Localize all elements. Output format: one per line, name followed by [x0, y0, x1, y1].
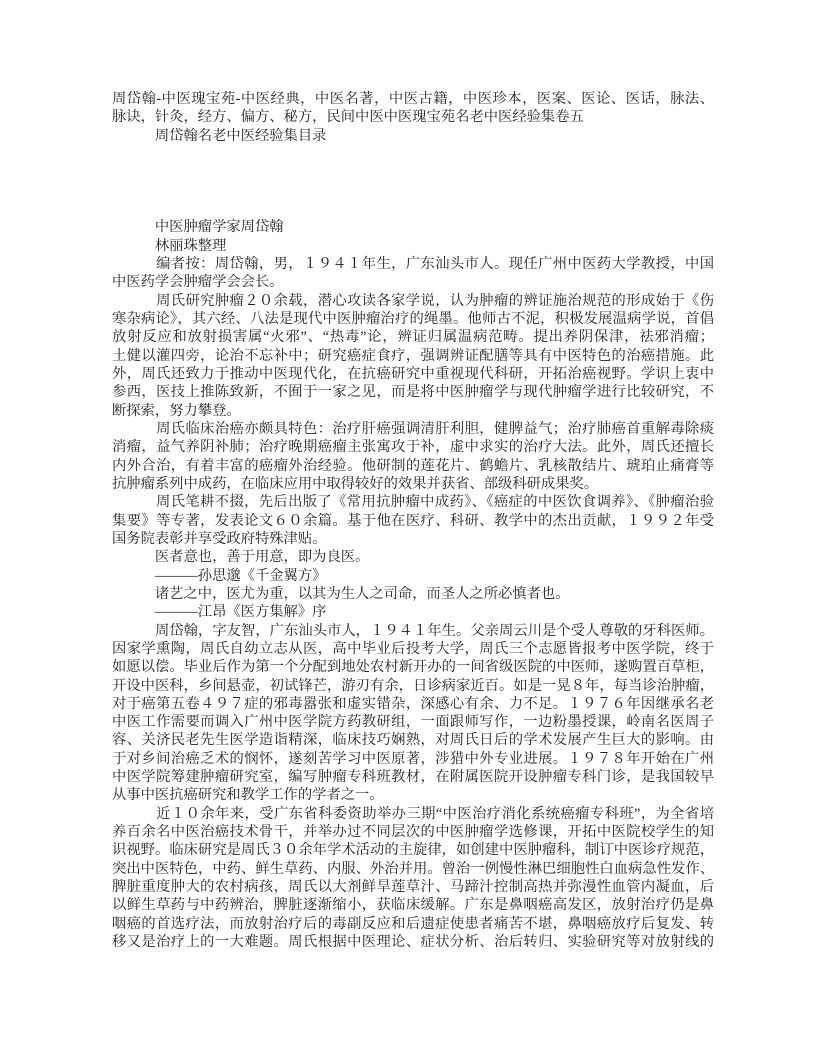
text-line: 寒杂病论》，其六经、八法是现代中医肿瘤治疗的绳墨。他师古不泥，积极发展温病学说，首倡	[112, 310, 714, 327]
text-line: 内外合治，有着丰富的癌瘤外治经验。他研制的莲花片、鹤蟾片、乳核散结片、琥珀止痛膏等	[112, 457, 714, 474]
text-line: 移又是治疗上的一大难题。周氏根据中医理论、症状分析、治后转归、实验研究等对放射线的	[112, 934, 714, 951]
text-line: 如愿以偿。毕业后作为第一个分配到地处农村新开办的一间省级医院的中医师，遂购置百草柜，	[112, 659, 714, 676]
text-line: 参西，医技上推陈致新，不囿于一家之见，而是将中医肿瘤学与现代肿瘤学进行比较研究，不	[112, 384, 714, 401]
text-line: 集要》等专著，发表论文６０余篇。基于他在医疗、科研、教学中的杰出贡献，１９９２年受	[112, 512, 714, 529]
text-line: 对于癌第五卷４９７症的邪毒嚣张和虚实错杂，深感心有余、力不足。１９７６年因继承名老	[112, 695, 714, 712]
text-line: 从事中医抗癌研究和教学工作的学者之一。	[112, 787, 384, 804]
text-line: 因家学熏陶，周氏自幼立志从医，高中毕业后投考大学，周氏三个志愿皆报考中医学院，终于	[112, 640, 714, 657]
text-line: 外，周氏还致力于推动中医现代化，在抗癌研究中重视现代科研，开拓治癌视野。学识上衷中	[112, 365, 714, 382]
text-line: 周氏笔耕不掇，先后出版了《常用抗肿瘤中成药》、《癌症的中医饮食调养》、《肿瘤治验	[112, 494, 714, 511]
text-block	[112, 90, 714, 951]
text-line: 以鲜生草药与中药辨治，脾脏逐渐缩小，获临床缓解。广东是鼻咽癌高发区，放射治疗仍是鼻	[112, 897, 714, 914]
text-line: 开设中医科，乡间悬壶，初试锋芒，游刃有余，日诊病家近百。如是一晃８年，每当诊治肿瘤，	[112, 677, 714, 694]
text-line: 识视野。临床研究是周氏３０余年学术活动的主旋律，如创建中医肿瘤科，制订中医诊疗规范，	[112, 842, 714, 859]
text-line: 脾脏重度肿大的农村病孩，周氏以大剂鲜旱莲草汁、马蹄汁控制高热并弥漫性血管内凝血，后	[112, 879, 714, 896]
text-line: 于对乡间治癌乏术的悯怀，遂刻苦学习中医原著，涉猎中外专业进展。１９７８年开始在广州	[112, 750, 714, 767]
blank-line	[112, 145, 714, 163]
text-line: 周氏临床治癌亦颇具特色：治疗肝癌强调清肝利胆，健脾益气；治疗肺癌首重解毒除痰	[112, 420, 714, 437]
text-line: 消瘤，益气养阴补肺；治疗晚期癌瘤主张寓攻于补，虚中求实的治疗大法。此外，周氏还擅长	[112, 439, 714, 456]
text-line: 国务院表彰并享受政府特殊津贴。	[112, 530, 327, 547]
text-line: 周岱翰-中医瑰宝苑-中医经典，中医名著，中医古籍，中医珍本，医案、医论、医话，脉法、	[112, 91, 714, 107]
text-line: 脉诀，针灸，经方、偏方、秘方，民间中医中医瑰宝苑名老中医经验集卷五	[112, 109, 584, 126]
text-line: 断探索，努力攀登。	[112, 402, 241, 419]
text-line: 容、关济民老先生医学造诣精深，临床技巧娴熟，对周氏日后的学术发展产生巨大的影响。由	[112, 732, 714, 749]
text-line: 中医药学会肿瘤学会会长。	[112, 274, 284, 291]
text-line: 中医肿瘤学家周岱翰	[112, 219, 284, 236]
text-line: 放射反应和放射损害属“火邪”、“热毒”论，辨证归属温病范畴。提出养阴保津，祛邪消瘤；	[112, 329, 714, 346]
text-line: 周氏研究肿瘤２０余载，潜心攻读各家学说，认为肿瘤的辨证施治规范的形成始于《伤	[112, 292, 714, 309]
text-line: ———孙思邈《千金翼方》	[112, 567, 327, 584]
text-line: 诸艺之中，医尤为重，以其为生人之司命，而圣人之所必慎者也。	[112, 585, 570, 602]
text-line: 中医工作需要而调入广州中医学院方药教研组，一面跟师写作，一边粉墨授课，岭南名医周子	[112, 714, 714, 731]
text-line: 突出中医特色，中药、鲜生草药、内服、外治并用。曾治一例慢性淋巴细胞性白血病急性发作、	[112, 860, 714, 877]
text-line: 近１０余年来，受广东省科委资助举办三期“中医治疗消化系统癌瘤专科班”，为全省培	[112, 805, 714, 822]
text-line: ———江昂《医方集解》序	[112, 604, 327, 621]
text-line: 土健以灌四旁，论治不忘补中；研究癌症食疗，强调辨证配膳等具有中医特色的治癌措施。此	[112, 347, 714, 364]
text-line: 中医学院筹建肿瘤研究室，编写肿瘤专科班教材，在附属医院开设肿瘤专科门诊，是我国较早	[112, 769, 714, 786]
text-line: 养百余名中医治癌技术骨干，并举办过不同层次的中医肿瘤学选修课，开拓中医院校学生的知	[112, 824, 714, 841]
text-line: 周岱翰名老中医经验集目录	[112, 127, 327, 144]
blank-line	[112, 163, 714, 181]
text-line: 周岱翰，字友智，广东汕头市人，１９４１年生。父亲周云川是个受人尊敬的牙科医师。	[112, 622, 714, 639]
text-line: 抗肿瘤系列中成药，在临床应用中取得较好的效果并获省、部级科研成果奖。	[112, 475, 599, 492]
blank-line	[112, 182, 714, 200]
text-line: 咽癌的首选疗法，而放射治疗后的毒副反应和后遗症使患者痛苦不堪，鼻咽癌放疗后复发、转	[112, 915, 714, 932]
text-line: 医者意也，善于用意，即为良医。	[112, 549, 370, 566]
text-line: 编者按：周岱翰，男，１９４１年生，广东汕头市人。现任广州中医药大学教授，中国	[112, 255, 714, 272]
text-line: 林丽珠整理	[112, 237, 227, 254]
blank-line	[112, 200, 714, 218]
